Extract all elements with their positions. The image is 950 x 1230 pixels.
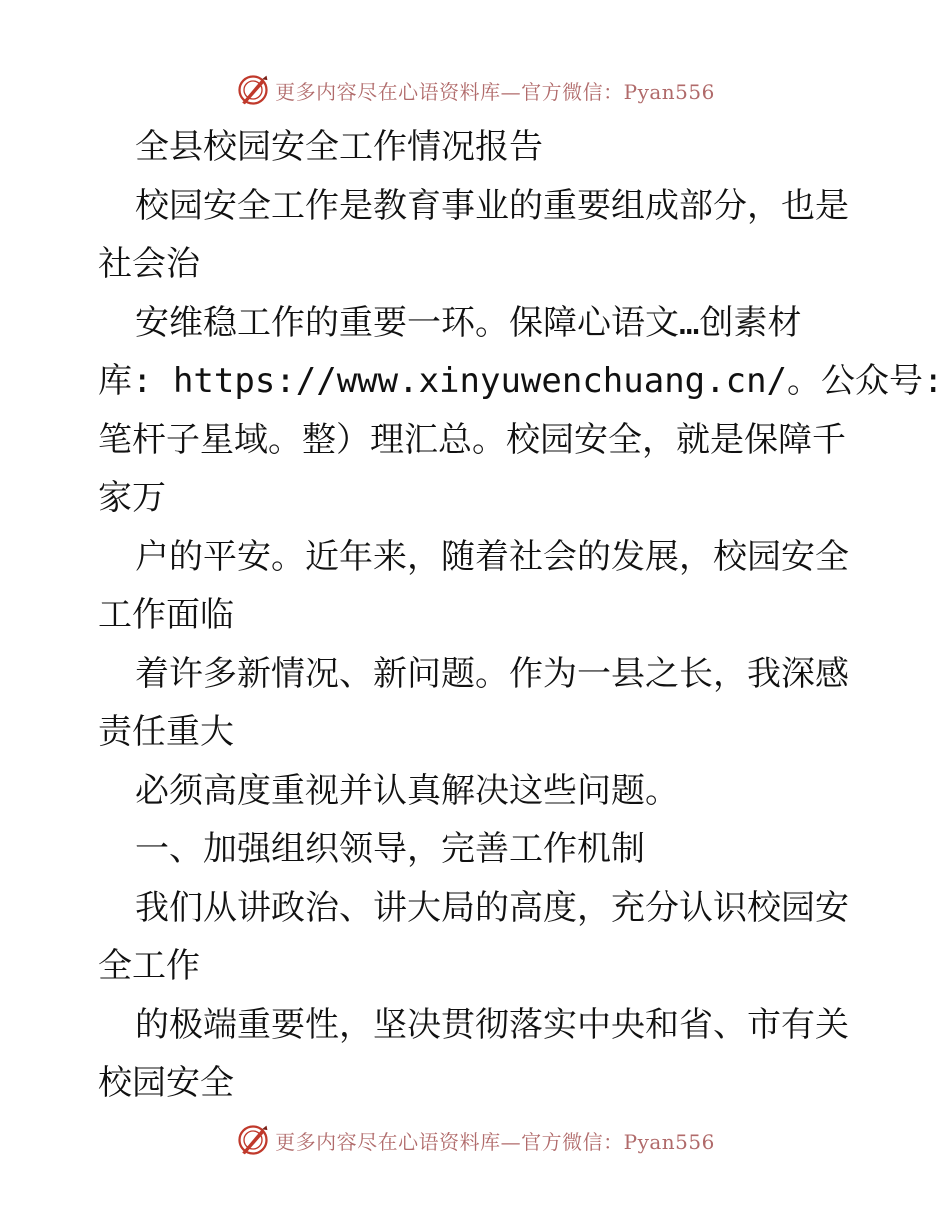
text-line: 着许多新情况、新问题。作为一县之长，我深感 — [135, 653, 849, 694]
document-body — [98, 118, 944, 1113]
header-watermark-text: 更多内容尽在心语资料库—官方微信：Pyan556 — [275, 79, 715, 104]
text-line: 全县校园安全工作情况报告 — [135, 127, 543, 167]
pen-logo-icon — [235, 72, 271, 108]
text-line: 校园安全 — [98, 1063, 234, 1103]
text-line: 户的平安。近年来，随着社会的发展，校园安全 — [135, 536, 849, 577]
text-line: 安维稳工作的重要一环。保障心语文…创素材 — [135, 302, 802, 343]
text-line: 库: https://www.xinyuwenchuang.cn/。公众号: — [98, 361, 944, 401]
text-line: 校园安全工作是教育事业的重要组成部分，也是 — [135, 185, 849, 226]
text-line: 的极端重要性，坚决贯彻落实中央和省、市有关 — [135, 1004, 849, 1045]
text-line: 我们从讲政治、讲大局的高度，充分认识校园安 — [135, 887, 849, 928]
pen-logo-icon — [235, 1122, 271, 1158]
footer-watermark-text: 更多内容尽在心语资料库—官方微信：Pyan556 — [275, 1129, 715, 1154]
text-line: 必须高度重视并认真解决这些问题。 — [135, 770, 679, 811]
footer-watermark — [0, 1120, 950, 1160]
text-line: 责任重大 — [98, 712, 234, 752]
text-line: 家万 — [98, 478, 166, 518]
header-watermark — [0, 70, 950, 110]
text-line: 全工作 — [98, 946, 200, 986]
text-line: 社会治 — [98, 244, 200, 284]
text-line: 工作面临 — [98, 595, 234, 635]
text-line: 一、加强组织领导，完善工作机制 — [135, 829, 645, 869]
text-line: 笔杆子星域。整）理汇总。校园安全，就是保障千 — [98, 419, 846, 460]
